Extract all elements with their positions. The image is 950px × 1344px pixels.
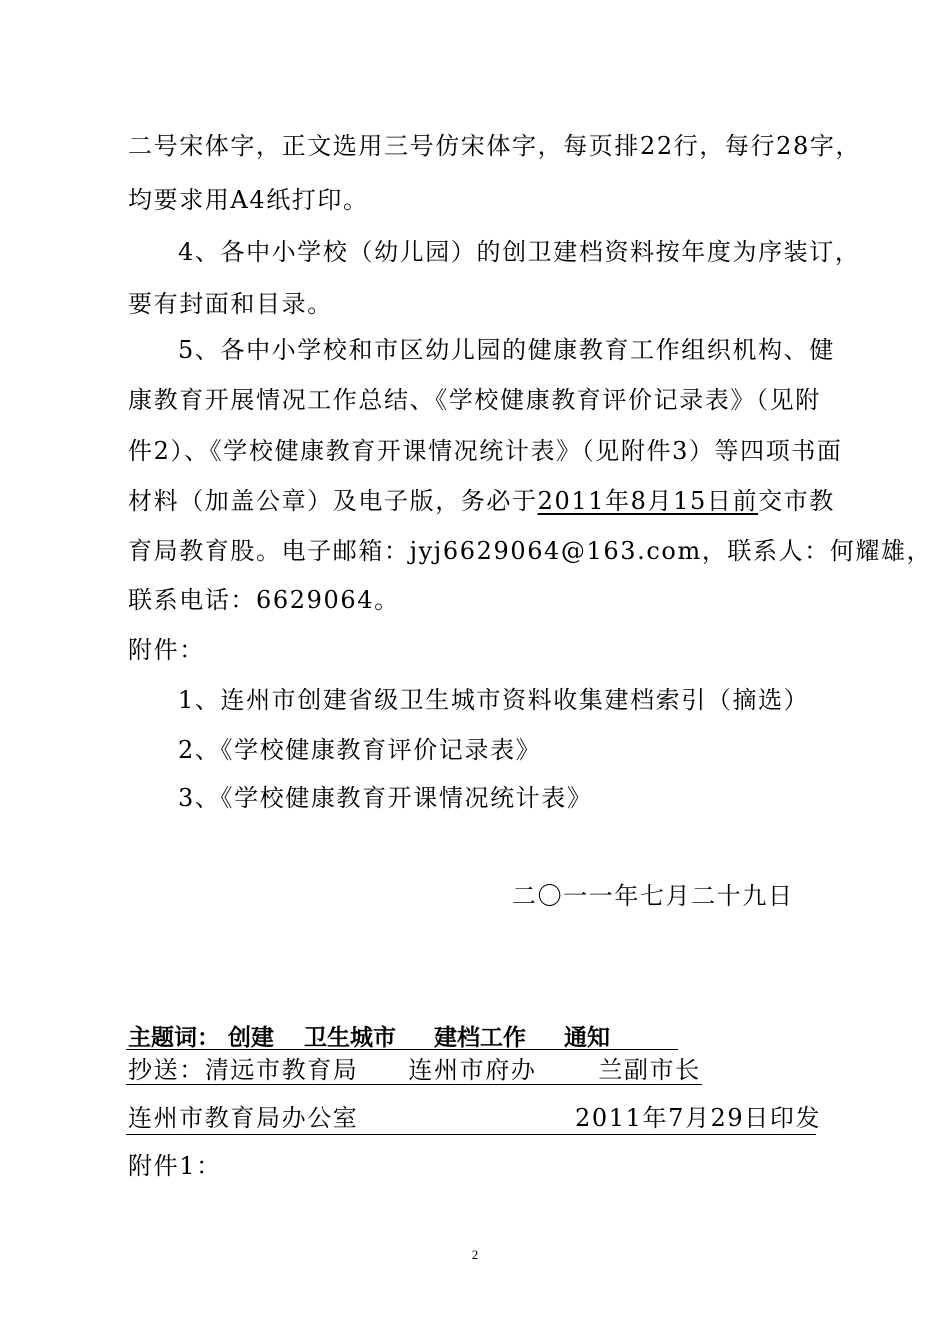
deadline-date: 2011年8月15日前 bbox=[537, 487, 759, 515]
cc-recipient: 连州市府办 bbox=[408, 1056, 537, 1084]
cc-label: 抄送： bbox=[128, 1056, 205, 1084]
attachment-item: 3、《学校健康教育开课情况统计表》 bbox=[178, 784, 593, 812]
issue-date: 二〇一一年七月二十九日 bbox=[512, 882, 794, 910]
paragraph-line: 件2）、《学校健康教育开课情况统计表》（见附件3）等四项书面 bbox=[128, 437, 843, 465]
keyword: 创建 bbox=[228, 1025, 274, 1051]
paragraph-line bbox=[128, 485, 835, 517]
keywords-label: 主题词： bbox=[128, 1025, 220, 1051]
paragraph-line: 要有封面和目录。 bbox=[128, 290, 333, 318]
paragraph-line: 5、各中小学校和市区幼儿园的健康教育工作组织机构、健 bbox=[178, 336, 835, 364]
paragraph-line: 二号宋体字，正文选用三号仿宋体字，每页排22行，每行28字， bbox=[128, 132, 862, 160]
keyword: 通知 bbox=[564, 1025, 610, 1051]
keyword: 建档工作 bbox=[434, 1025, 526, 1051]
divider bbox=[126, 1049, 678, 1050]
keyword: 卫生城市 bbox=[304, 1025, 396, 1051]
print-date: 2011年7月29日印发 bbox=[575, 1104, 822, 1132]
annex-heading: 附件1： bbox=[128, 1152, 222, 1180]
paragraph-line: 康教育开展情况工作总结、《学校健康教育评价记录表》（见附 bbox=[128, 386, 821, 414]
text-segment: 交市教 bbox=[758, 487, 835, 515]
cc-line bbox=[128, 1054, 701, 1086]
attachment-item: 1、连州市创建省级卫生城市资料收集建档索引（摘选） bbox=[178, 686, 810, 714]
page-number: 2 bbox=[471, 1247, 479, 1262]
paragraph-line: 联系电话：6629064。 bbox=[128, 586, 400, 614]
cc-recipient: 清远市教育局 bbox=[204, 1056, 359, 1084]
attachments-heading: 附件： bbox=[128, 636, 205, 664]
divider bbox=[126, 1084, 702, 1085]
issuing-office: 连州市教育局办公室 bbox=[128, 1104, 359, 1132]
paragraph-line: 均要求用A4纸打印。 bbox=[128, 186, 369, 214]
divider bbox=[126, 1134, 816, 1135]
paragraph-line: 育局教育股。电子邮箱：jyj6629064@163.com，联系人：何耀雄， bbox=[128, 537, 933, 565]
attachment-item: 2、《学校健康教育评价记录表》 bbox=[178, 736, 542, 764]
paragraph-line: 4、各中小学校（幼儿园）的创卫建档资料按年度为序装订， bbox=[178, 238, 861, 266]
cc-recipient: 兰副市长 bbox=[598, 1056, 701, 1084]
text-segment: 材料（加盖公章）及电子版，务必于 bbox=[128, 487, 538, 515]
